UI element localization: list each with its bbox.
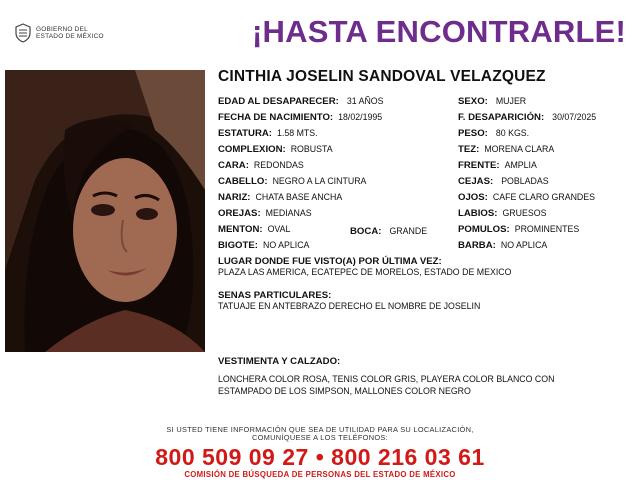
field-label: ESTATURA: (218, 128, 273, 139)
last-seen-value: PLAZA LAS AMERICA, ECATEPEC DE MORELOS, ESTADO DE MEXICO (218, 267, 512, 277)
field-label: LABIOS: (458, 208, 498, 219)
person-photo-icon (5, 70, 205, 352)
field-value: NEGRO A LA CINTURA (272, 176, 367, 186)
field-value: GRANDE (389, 226, 428, 236)
government-logo (14, 22, 124, 44)
field-label: COMPLEXION: (218, 144, 286, 155)
field-label: CEJAS: (458, 176, 494, 187)
state-emblem-icon (14, 23, 32, 43)
field-cejas (458, 175, 549, 188)
marks-value: TATUAJE EN ANTEBRAZO DERECHO EL NOMBRE DE JOSELIN (218, 301, 481, 311)
field-value: 18/02/1995 (338, 112, 383, 122)
person-photo (5, 70, 205, 352)
field-value: 31 AÑOS (346, 96, 384, 106)
field-orejas (218, 207, 312, 220)
commission-name: COMISIÓN DE BÚSQUEDA DE PERSONAS DEL ESTADO DE MÉXICO (184, 470, 456, 479)
field-label: OREJAS: (218, 208, 261, 219)
field-ojos (458, 191, 595, 204)
field-label: TEZ: (458, 144, 480, 155)
field-labios (458, 207, 546, 220)
last-seen-heading: LUGAR DONDE FUE VISTO(A) POR ÚLTIMA VEZ: (218, 256, 442, 267)
field-value: MEDIANAS (265, 208, 312, 218)
footer-note-line-2: COMUNÍQUESE A LOS TELÉFONOS: (252, 433, 388, 442)
field-label: CARA: (218, 160, 249, 171)
field-label: BIGOTE: (218, 240, 258, 251)
field-label: FECHA DE NACIMIENTO: (218, 112, 334, 123)
field-value: NO APLICA (262, 240, 310, 250)
field-label: EDAD AL DESAPARECER: (218, 96, 339, 107)
field-label: MENTON: (218, 224, 263, 235)
field-value: POBLADAS (501, 176, 549, 186)
field-label: SEXO: (458, 96, 488, 107)
field-nariz (218, 191, 342, 204)
marks-heading: SENAS PARTICULARES: (218, 290, 332, 301)
field-label: F. DESAPARICIÓN: (458, 112, 545, 123)
field-value: NO APLICA (500, 240, 548, 250)
field-value: REDONDAS (253, 160, 304, 170)
field-frente (458, 159, 537, 172)
field-edad (218, 95, 384, 108)
field-label: POMULOS: (458, 224, 510, 235)
field-label: BOCA: (350, 226, 382, 237)
field-label: CABELLO: (218, 176, 268, 187)
field-sexo (458, 95, 526, 108)
field-barba (458, 239, 547, 252)
field-bigote (218, 239, 309, 252)
clothing-heading: VESTIMENTA Y CALZADO: (218, 356, 341, 367)
logo-line-2: ESTADO DE MÉXICO (36, 33, 104, 40)
field-value: GRUESOS (502, 208, 547, 218)
field-f-desaparicion (458, 111, 596, 124)
field-value: ROBUSTA (290, 144, 333, 154)
logo-text (36, 26, 104, 40)
field-value: PROMINENTES (514, 224, 580, 234)
phone-numbers: 800 509 09 27 • 800 216 03 61 (155, 444, 485, 470)
field-pomulos (458, 223, 579, 236)
field-fecha-nacimiento (218, 111, 382, 124)
field-value: OVAL (267, 224, 291, 234)
field-value: MORENA CLARA (484, 144, 555, 154)
field-value: 80 KGS. (495, 128, 530, 138)
field-complexion (218, 143, 333, 156)
field-value: CAFE CLARO GRANDES (492, 192, 596, 202)
field-value: MUJER (495, 96, 527, 106)
clothing-line-2: ESTAMPADO DE LOS SIMPSON, MALLONES COLOR NEGRO (218, 386, 471, 396)
field-label: NARIZ: (218, 192, 251, 203)
field-boca (350, 225, 427, 238)
logo-line-1: GOBIERNO DEL (36, 26, 88, 33)
clothing-line-1: LONCHERA COLOR ROSA, TENIS COLOR GRIS, PLAYERA COLOR BLANCO CON (218, 374, 555, 384)
field-label: PESO: (458, 128, 488, 139)
field-label: FRENTE: (458, 160, 500, 171)
headline: ¡HASTA ENCONTRARLE! (252, 14, 627, 49)
field-value: CHATA BASE ANCHA (255, 192, 343, 202)
field-value: 30/07/2025 (552, 112, 597, 122)
person-name: CINTHIA JOSELIN SANDOVAL VELAZQUEZ (218, 68, 546, 85)
field-value: 1.58 MTS. (277, 128, 318, 138)
field-tez (458, 143, 554, 156)
field-cabello (218, 175, 366, 188)
footer-note-line-1: SI USTED TIENE INFORMACIÓN QUE SEA DE UTILIDAD PARA SU LOCALIZACIÓN, (166, 425, 474, 434)
field-value: AMPLIA (504, 160, 537, 170)
field-label: BARBA: (458, 240, 496, 251)
field-peso (458, 127, 529, 140)
field-estatura (218, 127, 318, 140)
field-label: OJOS: (458, 192, 488, 203)
field-cara (218, 159, 304, 172)
field-menton (218, 223, 290, 236)
